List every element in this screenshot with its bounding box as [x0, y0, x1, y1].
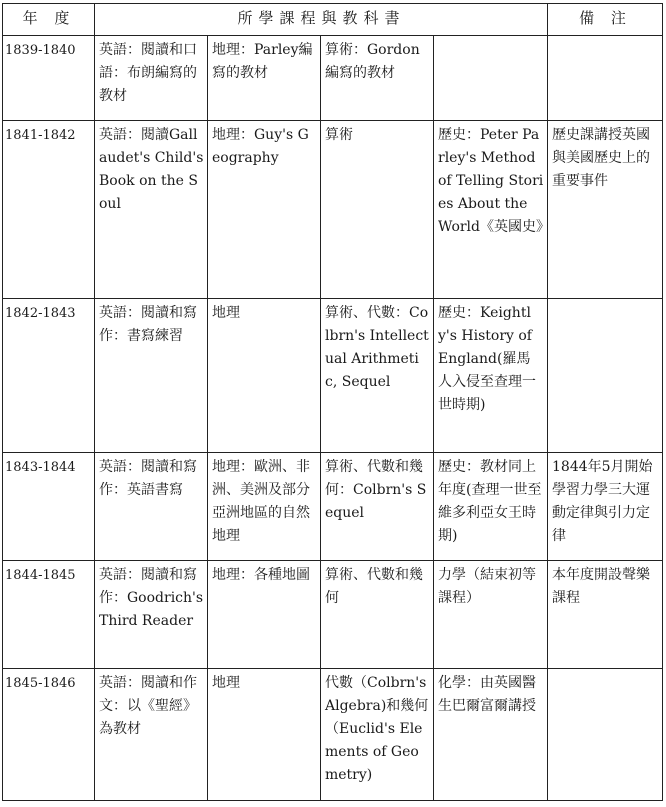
english-cell: 英語：閱讀和寫作：Goodrich's Third Reader [95, 561, 208, 669]
table-row [3, 36, 663, 121]
table-row [3, 561, 663, 669]
notes-cell: 歷史課講授英國與美國歷史上的重要事件 [548, 121, 663, 299]
table-row [3, 669, 663, 801]
geography-cell: 地理 [208, 669, 321, 801]
math-cell: 代數（Colbrn's Algebra)和幾何（Euclid's Elements of Geometry) [321, 669, 434, 801]
year-cell: 1843-1844 [3, 453, 95, 561]
math-cell: 算術 [321, 121, 434, 299]
math-cell: 算術：Gordon編寫的教材 [321, 36, 434, 121]
notes-cell: 1844年5月開始學習力學三大運動定律與引力定律 [548, 453, 663, 561]
header-notes: 備 注 [548, 4, 663, 36]
year-cell: 1839-1840 [3, 36, 95, 121]
year-cell: 1844-1845 [3, 561, 95, 669]
math-cell: 算術、代數和幾何：Colbrn's Sequel [321, 453, 434, 561]
curriculum-table [2, 3, 663, 801]
header-courses: 所學課程與教科書 [95, 4, 548, 36]
table-row [3, 121, 663, 299]
english-cell: 英語：閱讀Gallaudet's Child's Book on the Soul [95, 121, 208, 299]
notes-cell [548, 36, 663, 121]
geography-cell: 地理：Parley編寫的教材 [208, 36, 321, 121]
geography-cell: 地理：歐洲、非洲、美洲及部分亞洲地區的自然地理 [208, 453, 321, 561]
table-row [3, 453, 663, 561]
math-cell: 算術、代數：Colbrn's Intellectual Arithmetic, Sequel [321, 299, 434, 453]
table-row [3, 299, 663, 453]
history-cell: 歷史：Peter Parley's Method of Telling Stories About the World《英國史》 [434, 121, 548, 299]
history-cell: 歷史：教材同上年度(查理一世至維多利亞女王時期) [434, 453, 548, 561]
english-cell: 英語：閱讀和作文：以《聖經》為教材 [95, 669, 208, 801]
header-row [3, 4, 663, 36]
english-cell: 英語：閱讀和口語：布朗編寫的教材 [95, 36, 208, 121]
header-year: 年 度 [3, 4, 95, 36]
notes-cell: 本年度開設聲樂課程 [548, 561, 663, 669]
english-cell: 英語：閱讀和寫作：書寫練習 [95, 299, 208, 453]
notes-cell [548, 299, 663, 453]
history-cell: 歷史：Keightly's History of England(羅馬人入侵至查理一世時期) [434, 299, 548, 453]
geography-cell: 地理：Guy's Geography [208, 121, 321, 299]
history-cell: 力學（結束初等課程） [434, 561, 548, 669]
history-cell [434, 36, 548, 121]
math-cell: 算術、代數和幾何 [321, 561, 434, 669]
year-cell: 1842-1843 [3, 299, 95, 453]
english-cell: 英語：閱讀和寫作：英語書寫 [95, 453, 208, 561]
year-cell: 1845-1846 [3, 669, 95, 801]
notes-cell [548, 669, 663, 801]
geography-cell: 地理 [208, 299, 321, 453]
geography-cell: 地理：各種地圖 [208, 561, 321, 669]
year-cell: 1841-1842 [3, 121, 95, 299]
history-cell: 化學：由英國醫生巴爾富爾講授 [434, 669, 548, 801]
